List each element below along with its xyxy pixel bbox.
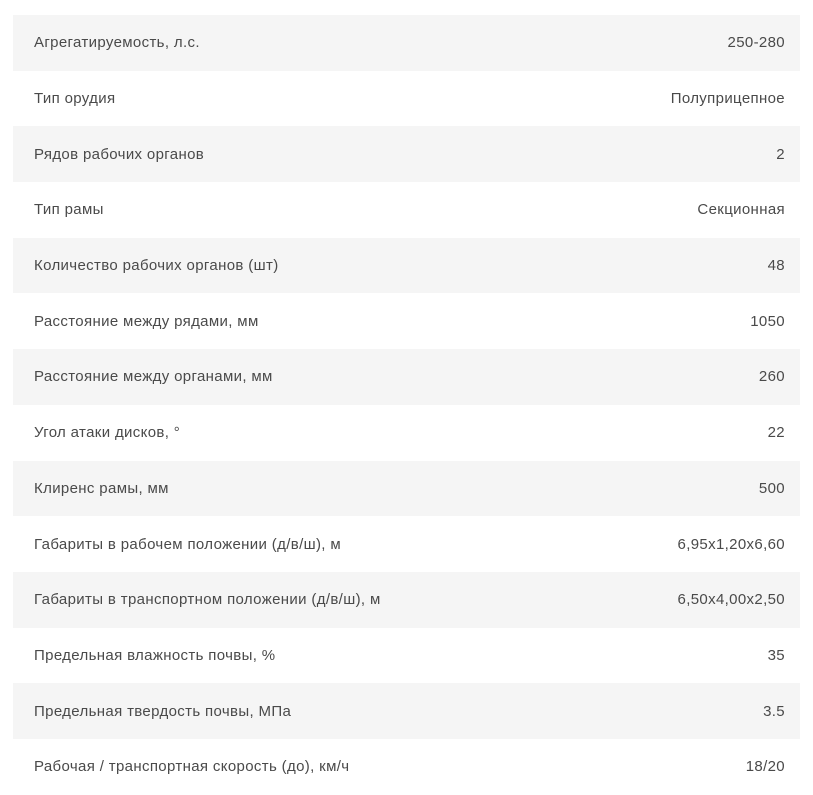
spec-label: Клиренс рамы, мм [34, 479, 169, 497]
spec-row [13, 238, 800, 294]
spec-value: Полуприцепное [670, 90, 785, 108]
spec-label: Количество рабочих органов (шт) [34, 257, 279, 275]
spec-value: 6,50х4,00х2,50 [677, 591, 785, 609]
spec-label: Габариты в рабочем положении (д/в/ш), м [34, 535, 342, 553]
spec-row [13, 405, 800, 461]
spec-row [13, 71, 800, 127]
spec-value: 6,95х1,20х6,60 [677, 535, 785, 553]
spec-row [13, 516, 800, 572]
spec-row [13, 572, 800, 628]
spec-label: Расстояние между рядами, мм [34, 312, 259, 330]
spec-label: Агрегатируемость, л.с. [34, 34, 200, 52]
spec-label: Рабочая / транспортная скорость (до), км/ч [34, 758, 350, 776]
spec-row [13, 15, 800, 71]
spec-row [13, 293, 800, 349]
spec-label: Тип орудия [34, 90, 116, 108]
spec-label: Угол атаки дисков, ° [34, 424, 181, 442]
spec-label: Расстояние между органами, мм [34, 368, 273, 386]
spec-value: 22 [767, 424, 785, 442]
spec-label: Габариты в транспортном положении (д/в/ш), м [34, 591, 381, 609]
spec-value: 3.5 [763, 702, 785, 720]
spec-row [13, 126, 800, 182]
spec-row [13, 628, 800, 684]
spec-value: 260 [758, 368, 785, 386]
spec-row [13, 739, 800, 795]
spec-value: 250-280 [727, 34, 785, 52]
spec-label: Предельная влажность почвы, % [34, 646, 276, 664]
spec-value: 48 [767, 257, 785, 275]
spec-value: 2 [776, 145, 785, 163]
spec-value: Секционная [697, 201, 785, 219]
spec-label: Предельная твердость почвы, МПа [34, 702, 292, 720]
spec-row [13, 683, 800, 739]
specifications-table [13, 15, 800, 795]
spec-row [13, 461, 800, 517]
spec-row [13, 182, 800, 238]
spec-row [13, 349, 800, 405]
spec-value: 1050 [750, 312, 785, 330]
spec-label: Тип рамы [34, 201, 104, 219]
spec-value: 500 [758, 479, 785, 497]
spec-label: Рядов рабочих органов [34, 145, 205, 163]
spec-value: 35 [767, 646, 785, 664]
spec-value: 18/20 [745, 758, 785, 776]
